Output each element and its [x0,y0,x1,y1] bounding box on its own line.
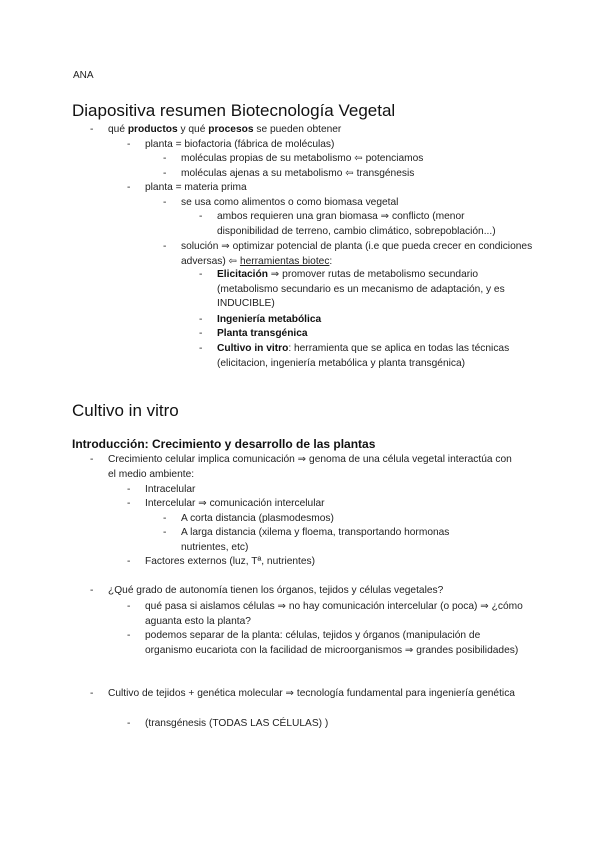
list-item: qué productos y qué procesos se pueden obtener [108,124,342,135]
list-item: se usa como alimentos o como biomasa vegetal [181,197,399,208]
list-item: Crecimiento celular implica comunicación ⇒ genoma de una célula vegetal interactúa con el medio ambiente: [108,454,512,480]
herramientas-biotec-link: herramientas biotec [239,255,330,267]
bullet: - [163,241,167,252]
subsection-title-introduccion: Introducción: Crecimiento y desarrollo de las plantas [72,437,376,451]
bullet: - [127,484,131,495]
bullet: - [127,718,131,729]
author-label: ANA [73,70,94,81]
list-item: (transgénesis (TODAS LAS CÉLULAS) ) [145,718,329,729]
list-item: Planta transgénica [217,328,308,339]
list-item: moléculas ajenas a su metabolismo ⇦ transgénesis [181,168,415,179]
list-item: Factores externos (luz, Tª, nutrientes) [145,556,316,567]
bullet: - [199,343,203,354]
list-item: A corta distancia (plasmodesmos) [181,513,334,524]
list-item: Cultivo in vitro: herramienta que se aplica en todas las técnicas (elicitacion, ingeniería metabólica y planta transgénica) [217,343,510,369]
list-item: Intracelular [145,484,196,495]
list-item: Elicitación ⇒ promover rutas de metabolismo secundario (metabolismo secundario es un mecanismo de adaptación, y es INDUCIBLE) [217,269,505,309]
bullet: - [199,269,203,280]
list-item: Ingeniería metabólica [217,314,322,325]
bullet: - [199,211,203,222]
bullet: - [199,314,203,325]
bullet: - [163,168,167,179]
bullet: - [163,527,167,538]
bullet: - [127,601,131,612]
bullet: - [127,182,131,193]
section-title-cultivo: Cultivo in vitro [72,401,179,420]
bullet: - [163,513,167,524]
bullet: - [90,454,94,465]
list-item: podemos separar de la planta: células, tejidos y órganos (manipulación de organismo eucariota con la facilidad de microorganismos ⇒ grandes posibilidades) [145,630,519,656]
list-item: ¿Qué grado de autonomía tienen los órganos, tejidos y células vegetales? [108,585,444,596]
list-item: Intercelular ⇒ comunicación intercelular [145,498,325,509]
list-item: A larga distancia (xilema y floema, transportando hormonas nutrientes, etc) [181,527,450,553]
bullet: - [127,498,131,509]
list-item: solución ⇒ optimizar potencial de planta (i.e que pueda crecer en condiciones adversas) ⇦ herramientas biotec: [181,241,533,267]
bullet: - [199,328,203,339]
bullet: - [127,556,131,567]
bullet: - [163,197,167,208]
bullet: - [90,124,94,135]
list-item: moléculas propias de su metabolismo ⇦ potenciamos [181,153,424,164]
bullet: - [127,630,131,641]
bullet: - [127,139,131,150]
list-item: Cultivo de tejidos + genética molecular ⇒ tecnología fundamental para ingeniería genética [108,688,515,699]
list-item: qué pasa si aislamos células ⇒ no hay comunicación intercelular (o poca) ⇒ ¿cómo aguanta esto la planta? [145,601,523,627]
bullet: - [90,688,94,699]
list-item: ambos requieren una gran biomasa ⇒ conflicto (menor disponibilidad de terreno, cambio climático, sobrepoblación...) [217,211,496,237]
bullet: - [163,153,167,164]
section-title-biotecnologia: Diapositiva resumen Biotecnología Vegetal [72,101,396,120]
bullet: - [90,585,94,596]
list-item: planta = biofactoria (fábrica de moléculas) [145,139,335,150]
list-item: planta = materia prima [145,182,247,193]
